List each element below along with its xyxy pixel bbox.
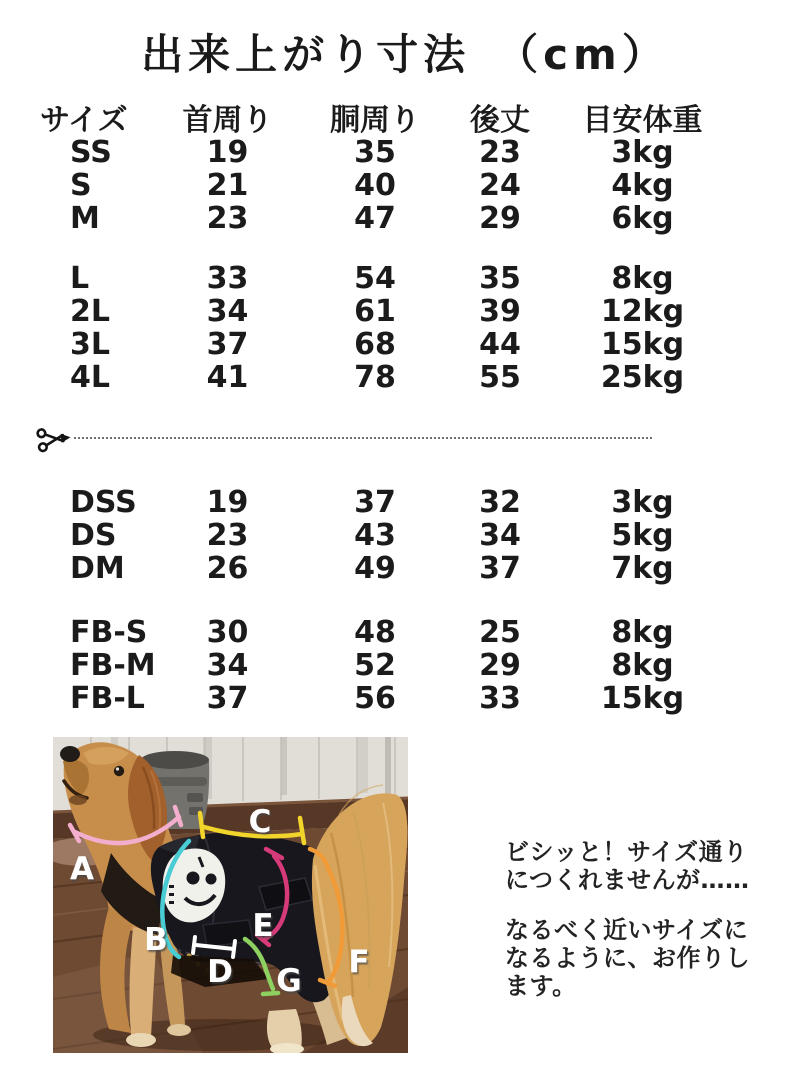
neck-cell: 19 [206, 485, 249, 520]
weight-cell: 8kg [611, 615, 674, 650]
dog-photo [53, 737, 408, 1053]
size-cell: M [70, 201, 100, 236]
measure-label-d: D [207, 954, 233, 990]
girth-cell: 37 [354, 485, 396, 520]
table-row [0, 136, 810, 169]
back-length-cell: 33 [479, 681, 521, 716]
weight-cell: 12kg [600, 294, 685, 329]
size-cell: FB-M [70, 648, 156, 683]
size-cell: 4L [70, 360, 110, 395]
girth-cell: 49 [354, 551, 396, 586]
table-row [0, 486, 810, 519]
note-line: につくれませんが…… [505, 866, 750, 894]
neck-cell: 26 [206, 551, 249, 586]
weight-cell: 8kg [611, 261, 674, 296]
size-cell: DS [70, 518, 117, 553]
note-paragraph-2 [505, 916, 805, 1000]
measure-label-c: C [248, 804, 272, 840]
table-row [0, 616, 810, 649]
neck-cell: 19 [206, 135, 249, 170]
note-line: なるべく近いサイズに [505, 916, 749, 944]
note-paragraph-1 [505, 838, 805, 894]
neck-cell: 23 [206, 201, 249, 236]
size-cell: 2L [70, 294, 110, 329]
girth-cell: 56 [354, 681, 396, 716]
size-cell: FB-S [70, 615, 148, 650]
weight-cell: 5kg [611, 518, 674, 553]
measure-label-f: F [348, 944, 370, 980]
back-length-cell: 44 [479, 327, 521, 362]
back-length-cell: 29 [479, 201, 521, 236]
size-cell: DSS [70, 485, 137, 520]
back-length-cell: 39 [479, 294, 521, 329]
neck-cell: 23 [206, 518, 249, 553]
back-length-cell: 24 [479, 168, 521, 203]
table-row [0, 682, 810, 715]
girth-cell: 52 [354, 648, 396, 683]
dotted-cut-rule [74, 437, 652, 439]
table-row [0, 328, 810, 361]
measure-label-b: B [144, 922, 168, 958]
weight-cell: 6kg [611, 201, 674, 236]
neck-cell: 21 [206, 168, 249, 203]
girth-cell: 40 [354, 168, 396, 203]
neck-cell: 41 [206, 360, 249, 395]
size-cell: FB-L [70, 681, 145, 716]
girth-cell: 47 [354, 201, 396, 236]
measure-label-g: G [276, 963, 302, 999]
neck-cell: 33 [206, 261, 249, 296]
neck-cell: 37 [206, 327, 249, 362]
measure-label-a: A [70, 851, 94, 887]
page-title: 出来上がり寸法 （cm） [141, 30, 669, 79]
col-header-girth: 胴周り [330, 103, 420, 138]
size-cell: SS [70, 135, 112, 170]
back-length-cell: 37 [479, 551, 521, 586]
weight-cell: 15kg [600, 327, 685, 362]
table-row [0, 295, 810, 328]
girth-cell: 68 [354, 327, 396, 362]
col-header-size: サイズ [40, 103, 128, 138]
girth-cell: 43 [354, 518, 396, 553]
girth-cell: 54 [354, 261, 396, 296]
weight-cell: 15kg [600, 681, 685, 716]
neck-cell: 34 [206, 294, 249, 329]
weight-cell: 4kg [611, 168, 674, 203]
girth-cell: 35 [354, 135, 396, 170]
back-length-cell: 34 [479, 518, 521, 553]
weight-cell: 3kg [611, 485, 674, 520]
back-length-cell: 55 [479, 360, 521, 395]
back-length-cell: 25 [479, 615, 521, 650]
weight-cell: 25kg [600, 360, 685, 395]
table-row [0, 552, 810, 585]
size-cell: S [70, 168, 92, 203]
back-length-cell: 35 [479, 261, 521, 296]
measure-label-e: E [252, 908, 274, 944]
table-header-row [0, 104, 810, 137]
back-length-cell: 23 [479, 135, 521, 170]
size-cell: 3L [70, 327, 110, 362]
col-header-weight: 目安体重 [582, 103, 703, 138]
scissors-icon [34, 420, 73, 456]
size-cell: DM [70, 551, 125, 586]
table-row [0, 361, 810, 394]
dog-nose [60, 746, 80, 762]
neck-cell: 34 [206, 648, 249, 683]
weight-cell: 7kg [611, 551, 674, 586]
table-row [0, 649, 810, 682]
note-line: なるように、お作りし [505, 944, 750, 972]
girth-cell: 48 [354, 615, 396, 650]
back-length-cell: 29 [479, 648, 521, 683]
size-cell: L [70, 261, 90, 296]
weight-cell: 3kg [611, 135, 674, 170]
neck-cell: 30 [206, 615, 249, 650]
note-line: ます。 [505, 972, 577, 1000]
col-header-back-length: 後丈 [470, 103, 530, 138]
dog-eye [114, 766, 124, 776]
girth-cell: 61 [354, 294, 396, 329]
table-row [0, 202, 810, 235]
table-row [0, 262, 810, 295]
girth-cell: 78 [354, 360, 396, 395]
neck-cell: 37 [206, 681, 249, 716]
weight-cell: 8kg [611, 648, 674, 683]
back-length-cell: 32 [479, 485, 521, 520]
cut-line [36, 422, 676, 454]
note-line: ビシッと！サイズ通り [505, 838, 748, 866]
table-row [0, 519, 810, 552]
table-row [0, 169, 810, 202]
col-header-neck: 首周り [182, 103, 273, 138]
